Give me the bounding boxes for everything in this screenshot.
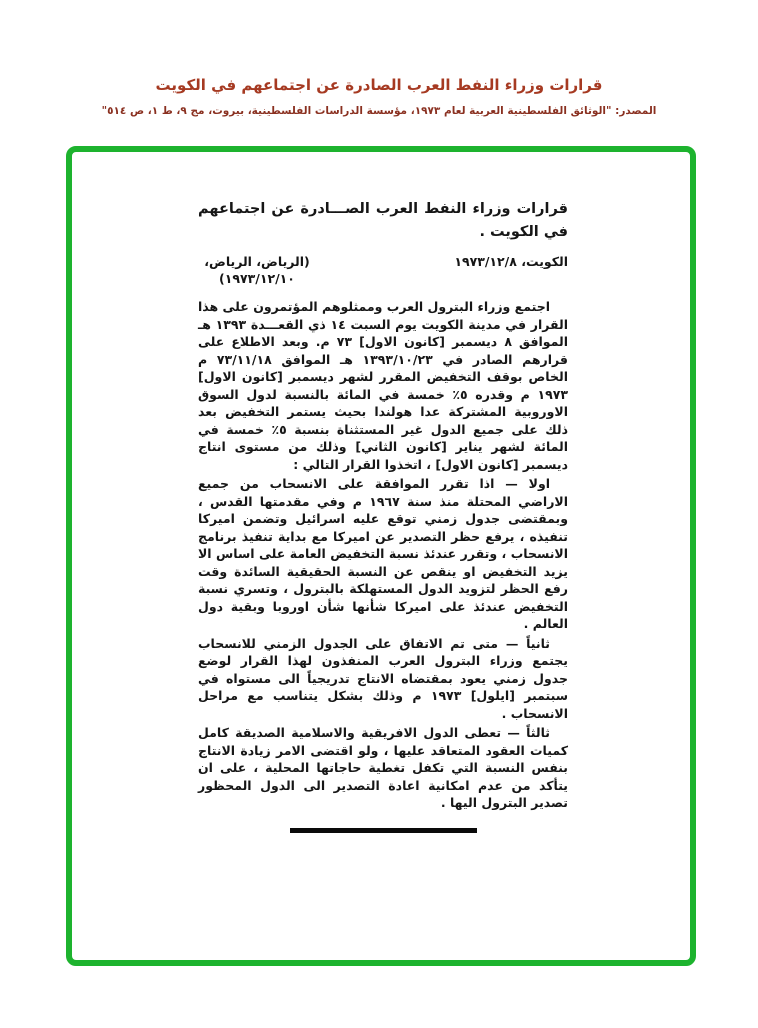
page-title: قرارات وزراء النفط العرب الصادرة عن اجتماعهم في الكويت bbox=[155, 76, 603, 94]
paragraph-third-clause: ثالثاً — تعطى الدول الافريقية والاسلامية الصديقة كامل كميات العقود المتعاقد عليها ، ولو اقتضى الامر زيادة الانتاج بنفس النسبة التي تكفل تغطية حاجاتها المحلية ، على ان يتأكد من عدم امكانية اعادة التصدير الى الدول المحظور تصدير البترول اليها . bbox=[198, 725, 568, 810]
paragraph-first-clause: اولا — اذا تقرر الموافقة على الانسحاب من جميع الاراضي المحتلة منذ سنة ١٩٦٧ م وفي مقدمتها القدس ، وبمقتضى جدول زمني توقع عليه اسرائيل وتضمن اميركا تنفيذه ، يرفع حظر التصدير عن اميركا مع بداية تنفيذ برنامج الانسحاب ، وتقرر عندئذ نسبة التخفيض العامة على اساس الا يزيد التخفيض او ينقص عن النسبة الحقيقية السائدة وقت رفع الحظر لتزويد الدول المستهلكة بالبترول ، وتسري نسبة التخفيض عندئذ على اميركا شأنها شأن اوروبا وبقية دول العالم . bbox=[198, 476, 568, 631]
dateline-place-date: الكويت، ١٩٧٣/١٢/٨ bbox=[454, 254, 568, 269]
end-rule bbox=[290, 828, 477, 833]
source-citation: المصدر: "الوثائق الفلسطينية العربية لعام ١٩٧٣، مؤسسة الدراسات الفلسطينية، بيروت، مج ٩، ط ١، ص ٥١٤" bbox=[101, 105, 657, 117]
dateline-source-ref: (الرياض، الرياض، ١٩٧٣/١٢/١٠) bbox=[204, 254, 310, 286]
dateline bbox=[198, 253, 568, 287]
document-page bbox=[198, 198, 568, 833]
document-heading: قرارات وزراء النفط العرب الصـــادرة عن اجتماعهم في الكويت . bbox=[198, 201, 568, 240]
document-frame bbox=[66, 146, 696, 966]
paragraph-preamble: اجتمع وزراء البترول العرب وممثلوهم المؤتمرون على هذا القرار في مدينة الكويت يوم السبت ١٤ ذي القعـــدة ١٣٩٣ هـ الموافق ٨ ديسمبر [كانون الاول] ٧٣ م. وبعد الاطلاع على قرارهم الصادر في ١٣٩٣/١٠/٢٣ هـ الموافق ٧٣/١١/١٨ م الخاص بوقف التخفيض المقرر لشهر ديسمبر [كانون الاول] ١٩٧٣ م وقدره ٥٪ خمسة في المائة بالنسبة لدول السوق الاوروبية المشتركة عدا هولندا بحيث يستمر التخفيض بعد ذلك على جميع الدول غير المستثناة بنسبة ٥٪ خمسة في المائة لشهر يناير [كانون الثاني] وذلك من مستوى انتاج ديسمبر [كانون الاول] ، اتخذوا القرار التالي : bbox=[198, 299, 568, 472]
document-body bbox=[198, 298, 568, 812]
paragraph-second-clause: ثانياً — متى تم الاتفاق على الجدول الزمني للانسحاب يجتمع وزراء البترول العرب المنفذون لهذا القرار لوضع جدول زمني يعود بمقتضاه الانتاج تدريجياً الى مستواه في سبتمبر [ايلول] ١٩٧٣ م وذلك بشكل يتناسب مع مراحل الانسحاب . bbox=[198, 635, 568, 721]
